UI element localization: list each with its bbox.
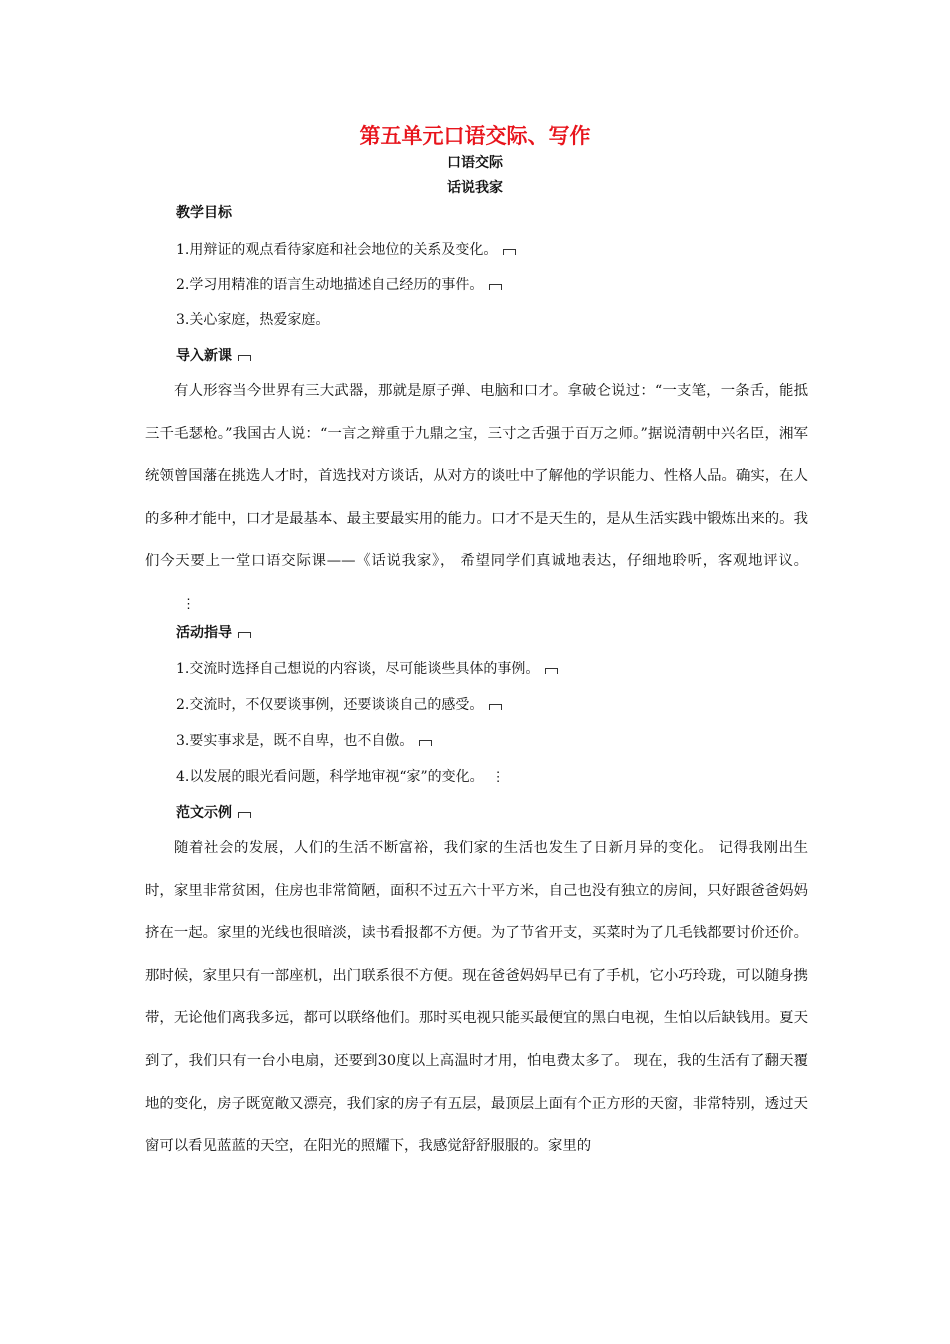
activity-heading bbox=[176, 623, 251, 643]
goal-item-3 bbox=[176, 310, 329, 330]
example-paragraph: 随着社会的发展，人们的生活不断富裕，我们家的生活也发生了日新月异的变化。 记得我刚出生时，家里非常贫困，住房也非常简陋，面积不过五六十平方米，自己也没有独立的房间，只好跟爸爸妈妈挤在一起。家里的光线也很暗淡，读书看报都不方便。为了节省开支，买菜时为了几毛钱都要讨价还价。那时候，家里只有一部座机，出门联系很不方便。现在爸爸妈妈早已有了手机，它小巧玲珑，可以随身携带，无论他们离我多远，都可以联络他们。那时买电视只能买最便宜的黑白电视，生怕以后缺钱用。夏天到了，我们只有一台小电扇，还要到30度以上高温时才用，怕电费太多了。 现在，我的生活有了翻天覆地的变化，房子既宽敞又漂亮，我们家的房子有五层，最顶层上面有个正方形的天窗，非常特别，透过天窗可以看见蓝蓝的天空，在阳光的照耀下，我感觉舒舒服服的。家里的 bbox=[145, 840, 808, 1155]
annotation-mark-icon bbox=[545, 668, 558, 674]
annotation-mark-icon bbox=[238, 812, 251, 818]
activity-heading-text: 活动指导 bbox=[176, 625, 232, 641]
goal-item-2-text: 2.学习用精准的语言生动地描述自己经历的事件。 bbox=[176, 277, 484, 293]
activity-item-3 bbox=[176, 731, 432, 751]
goal-item-3-text: 3.关心家庭，热爱家庭。 bbox=[176, 312, 330, 328]
goal-item-1-text: 1.用辩证的观点看待家庭和社会地位的关系及变化。 bbox=[176, 242, 498, 258]
annotation-mark-icon bbox=[489, 284, 502, 290]
vertical-dots-icon: ⋮ bbox=[182, 596, 195, 612]
activity-item-2-text: 2.交流时，不仅要谈事例，还要谈谈自己的感受。 bbox=[176, 697, 484, 713]
goals-heading: 教学目标 bbox=[176, 205, 232, 221]
intro-paragraph bbox=[145, 370, 808, 627]
topic-subtitle: 话说我家 bbox=[447, 180, 503, 196]
activity-item-2 bbox=[176, 695, 502, 715]
example-heading bbox=[176, 803, 251, 823]
intro-heading-text: 导入新课 bbox=[176, 348, 232, 364]
example-heading-text: 范文示例 bbox=[176, 805, 232, 821]
activity-item-4-text: 4.以发展的眼光看问题，科学地审视“家”的变化。 bbox=[176, 769, 484, 785]
intro-heading bbox=[176, 346, 251, 366]
annotation-mark-icon bbox=[238, 355, 251, 361]
document-title: 第五单元口语交际、写作 bbox=[359, 124, 591, 148]
activity-item-4 bbox=[176, 767, 505, 788]
activity-item-3-text: 3.要实事求是，既不自卑，也不自傲。 bbox=[176, 733, 414, 749]
annotation-mark-icon bbox=[419, 740, 432, 746]
annotation-mark-icon bbox=[238, 632, 251, 638]
activity-item-1-text: 1.交流时选择自己想说的内容谈，尽可能谈些具体的事例。 bbox=[176, 661, 540, 677]
intro-paragraph-text: 有人形容当今世界有三大武器，那就是原子弹、电脑和口才。拿破仑说过：“一支笔，一条舌，能抵三千毛瑟枪。”我国古人说：“一言之辩重于九鼎之宝，三寸之舌强于百万之师。”据说清朝中兴名臣，湘军统领曾国藩在挑选人才时，首选找对方谈话，从对方的谈吐中了解他的学识能力、性格人品。确实，在人的多种才能中，口才是最基本、最主要最实用的能力。口才不是天生的，是从生活实践中锻炼出来的。我们今天要上一堂口语交际课——《话说我家》， 希望同学们真诚地表达，仔细地聆听，客观地评议。 bbox=[145, 383, 808, 570]
section-subtitle: 口语交际 bbox=[447, 155, 503, 171]
goal-item-1 bbox=[176, 240, 516, 260]
activity-item-1 bbox=[176, 659, 558, 679]
goal-item-2 bbox=[176, 275, 502, 295]
vertical-dots-icon: ⋮ bbox=[491, 770, 505, 785]
annotation-mark-icon bbox=[503, 249, 516, 255]
annotation-mark-icon bbox=[489, 704, 502, 710]
